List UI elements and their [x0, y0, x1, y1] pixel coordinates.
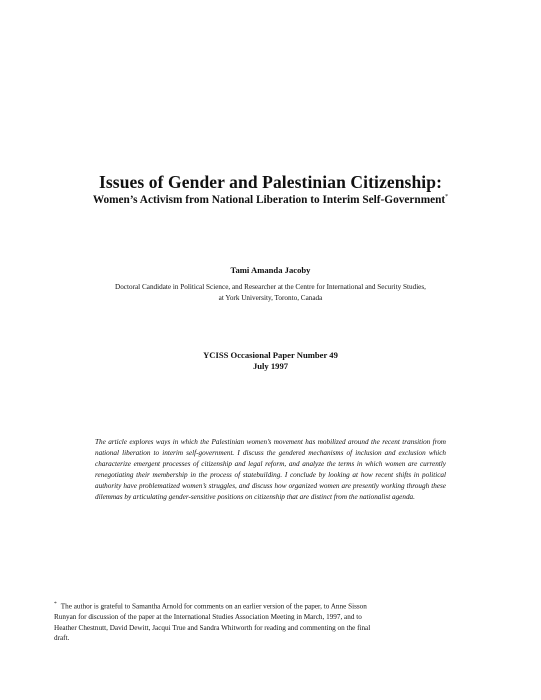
paper-date: July 1997: [252, 361, 289, 371]
subtitle-text: Women’s Activism from National Liberation to Interim Self-Government: [92, 194, 446, 206]
subtitle-footnote-mark: *: [445, 194, 449, 201]
paper-subtitle: [0, 194, 541, 206]
abstract: The article explores ways in which the Palestinian women’s movement has mobilized around the recent transition from national liberation to interim self-government. I discuss the gendered mechanisms of inclusion and exclusion which characterize emergent processes of citizenship and legal reform, and analyze the terms in which women are currently renegotiating their membership in the process of statebuilding. I conclude by looking at how recent shifts in political authority have problematized women’s struggles, and discuss how organized women are presently working through these dilemmas by articulating gender-sensitive positions on citizenship that are distinct from the nationalist agenda.: [95, 438, 446, 502]
paper-series-info: [0, 350, 541, 372]
paper-number: YCISS Occasional Paper Number 49: [203, 350, 338, 360]
paper-title: Issues of Gender and Palestinian Citizenship:: [98, 172, 443, 192]
affiliation-line-1: Doctoral Candidate in Political Science, and Researcher at the Centre for International and Security Studies,: [115, 283, 426, 291]
footnote-mark: *: [54, 601, 57, 607]
affiliation-line-2: at York University, Toronto, Canada: [218, 293, 323, 302]
author-name: Tami Amanda Jacoby: [230, 265, 311, 275]
footnote-text: The author is grateful to Samantha Arnold for comments on an earlier version of the paper, to Anne Sisson Runyan for discussion of the paper at the International Studies Association Meeting in March, 1997, and to Heather Chestnutt, David Dewitt, Jacqui True and Sandra Whitworth for reading and commenting on the final draft.: [54, 602, 371, 643]
author-affiliation: [95, 282, 446, 303]
footnote: [54, 599, 372, 644]
